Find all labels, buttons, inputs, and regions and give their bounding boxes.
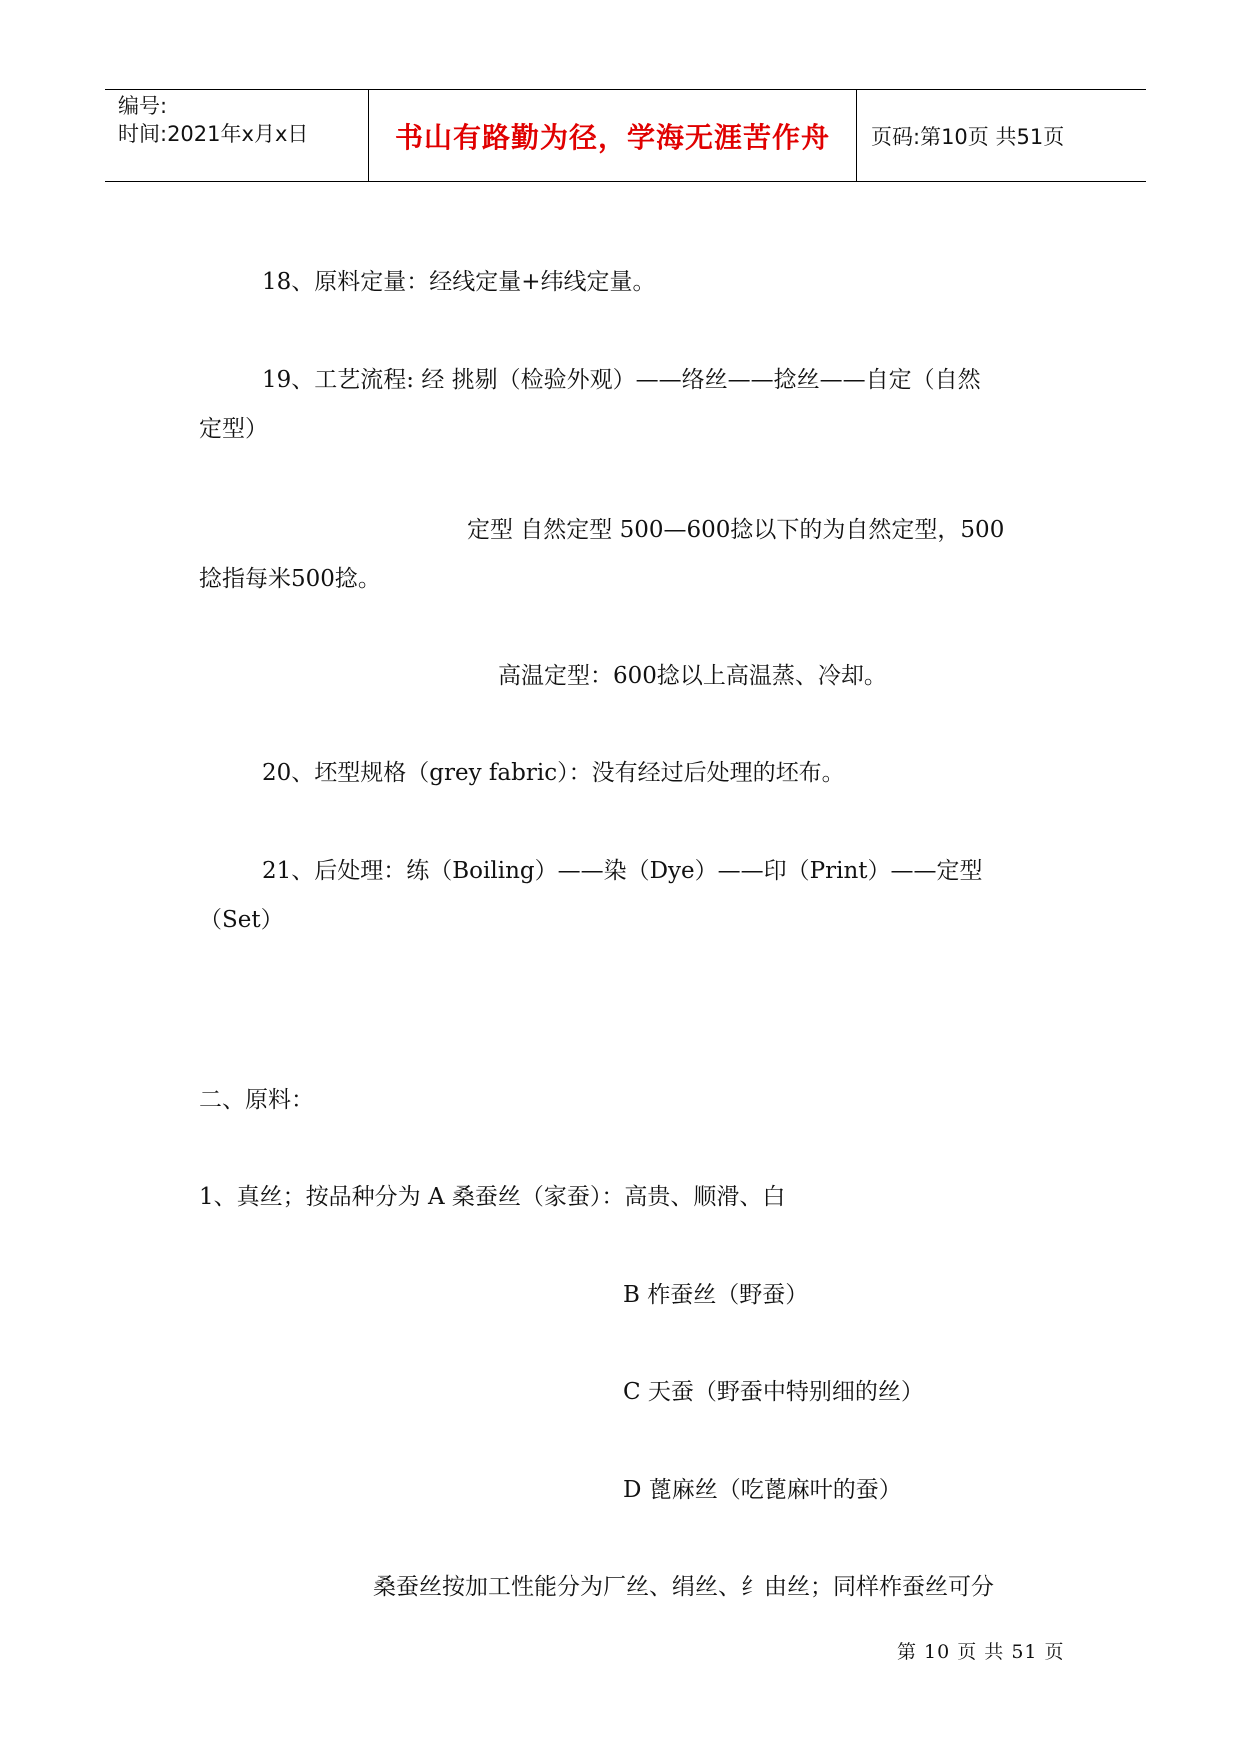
- document-time-label: 时间:2021年x月x日: [118, 122, 309, 146]
- paragraph-19-line-1: 19、工艺流程: 经 挑剔（检验外观）——络丝——捻丝——自定（自然: [262, 367, 981, 393]
- paragraph-18: 18、原料定量：经线定量+纬线定量。: [262, 269, 656, 295]
- paragraph-20: 20、坯型规格（grey fabric）：没有经过后处理的坯布。: [262, 760, 845, 786]
- setting-high-temp: 高温定型：600捻以上高温蒸、冷却。: [498, 663, 887, 689]
- page-header: [105, 89, 1146, 182]
- header-page-number: 页码:第10页 共51页: [871, 124, 1065, 149]
- header-motto: 书山有路勤为径，学海无涯苦作舟: [369, 90, 857, 181]
- header-left-cell: [105, 90, 369, 181]
- page-footer: 第 10 页 共 51 页: [897, 1641, 1065, 1663]
- paragraph-21-line-1: 21、后处理：练（Boiling）——染（Dye）——印（Print）——定型: [262, 858, 983, 884]
- silk-type-d: D 蓖麻丝（吃蓖麻叶的蚕）: [623, 1477, 902, 1503]
- setting-natural-line-2: 捻指每米500捻。: [199, 566, 381, 592]
- silk-processing-line: 桑蚕丝按加工性能分为厂丝、绢丝、纟由丝；同样柞蚕丝可分: [373, 1574, 994, 1600]
- section-heading-materials: 二、原料：: [199, 1087, 314, 1113]
- paragraph-19-line-2: 定型）: [199, 416, 268, 442]
- silk-type-a: 1、真丝；按品种分为 A 桑蚕丝（家蚕）：高贵、顺滑、白: [199, 1184, 786, 1210]
- document-number-label: 编号:: [118, 94, 168, 118]
- silk-type-c: C 天蚕（野蚕中特别细的丝）: [623, 1379, 924, 1405]
- paragraph-21-line-2: （Set）: [199, 907, 284, 933]
- silk-type-b: B 柞蚕丝（野蚕）: [623, 1282, 809, 1308]
- setting-natural-line-1: 定型 自然定型 500—600捻以下的为自然定型，500: [467, 517, 1005, 543]
